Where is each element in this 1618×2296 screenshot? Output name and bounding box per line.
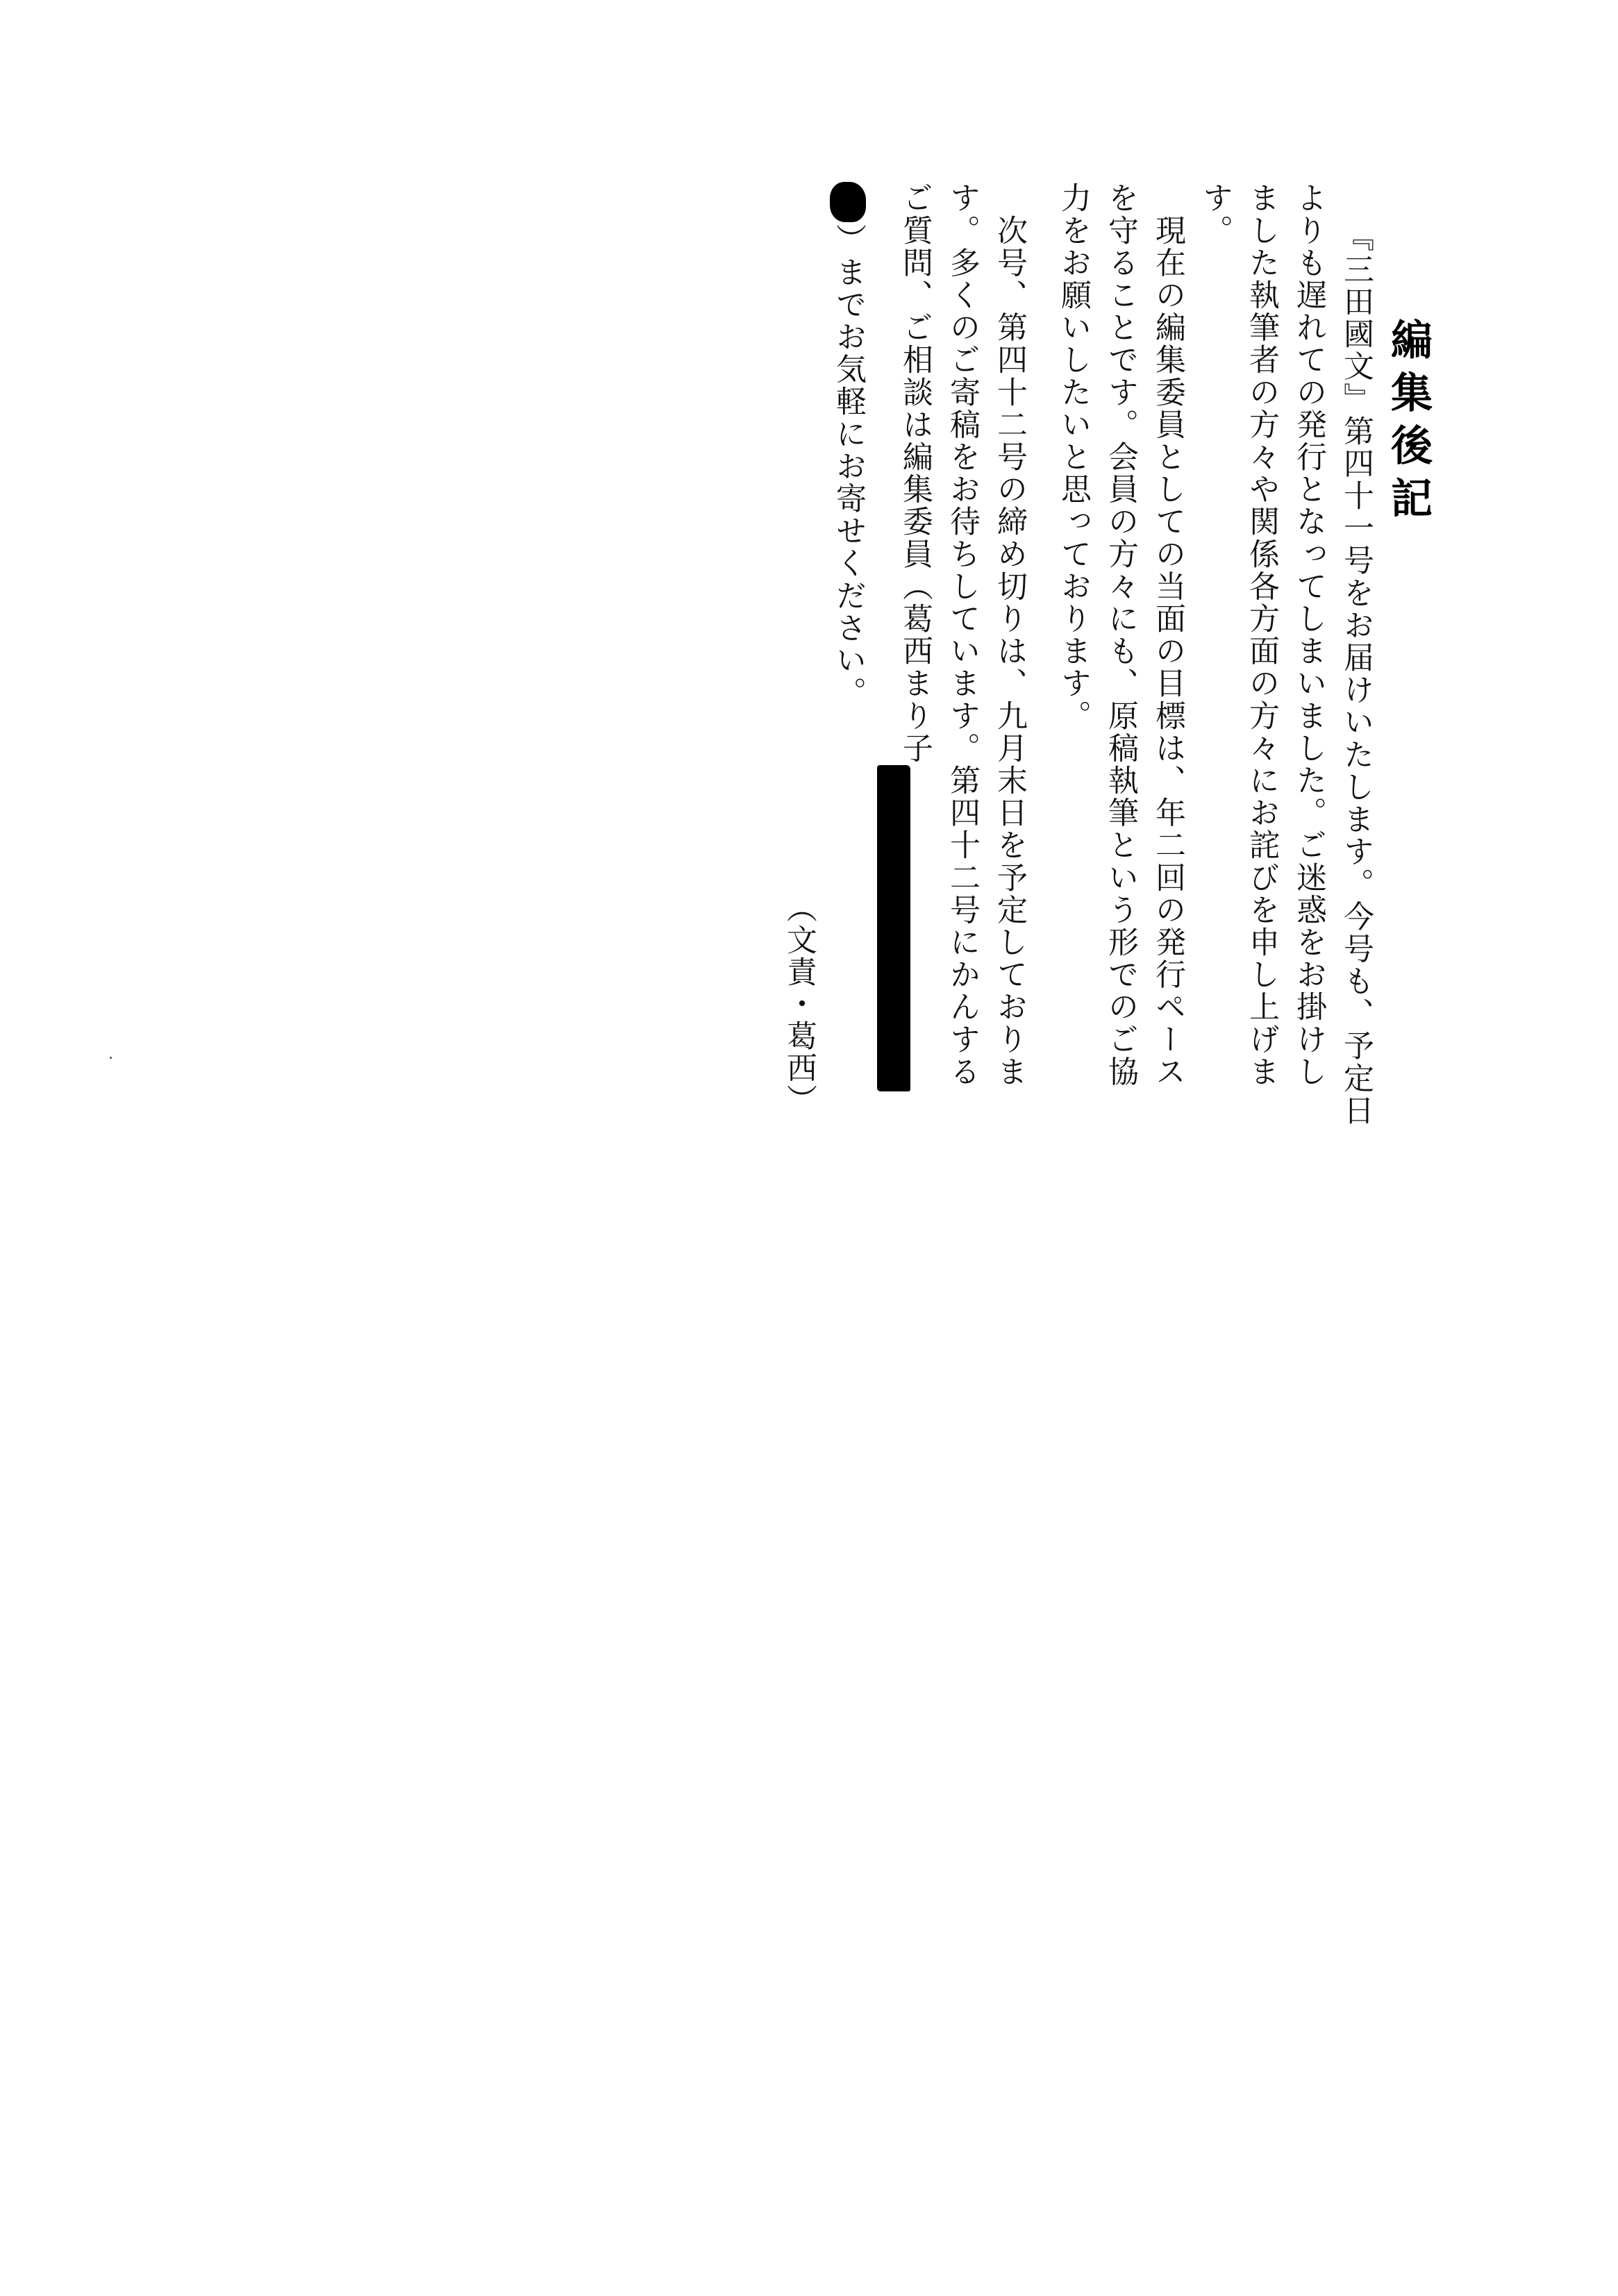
body-column-4: す。 [1197, 182, 1233, 247]
body-column-10: ご質問、ご相談は編集委員（葛西まり子 [897, 182, 933, 764]
credit-line: （文責・葛西） [781, 892, 817, 1116]
body-column-2: よりも遅れての発行となってしまいました。ご迷惑をお掛けし [1291, 182, 1326, 1088]
body-column-3: ました執筆者の方々や関係各方面の方々にお詫びを申し上げま [1244, 182, 1279, 1088]
body-column-1: 『三田國文』第四十一号をお届けいたします。今号も、予定日 [1338, 221, 1374, 1127]
scan-speck [110, 1057, 112, 1059]
body-column-9: す。多くのご寄稿をお待ちしています。第四十二号にかんする [944, 182, 980, 1088]
body-column-6: を守ることです。会員の方々にも、原稿執筆という形でのご協 [1103, 182, 1138, 1088]
redaction-blob [830, 182, 866, 222]
document-title: 編集後記 [1384, 318, 1433, 529]
body-column-11: ）までお気軽にお寄せください。 [831, 224, 866, 709]
body-column-7: 力をお願いしたいと思っております。 [1056, 182, 1091, 732]
body-column-8: 次号、第四十二号の締め切りは、九月末日を予定しておりま [992, 182, 1027, 1088]
body-column-5: 現在の編集委員としての当面の目標は、年二回の発行ペース [1150, 182, 1185, 1088]
redaction-bar [877, 765, 910, 1091]
